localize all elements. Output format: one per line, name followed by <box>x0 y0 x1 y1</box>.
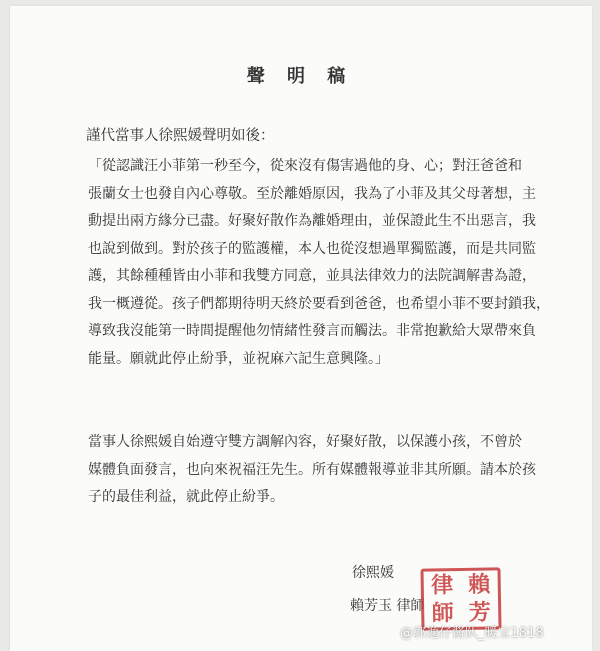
statement-paragraph <box>88 153 578 373</box>
paragraph-line: 導致我沒能第一時間提醒他勿情緒性發言而觸法。非常抱歉給大眾帶來負 <box>88 323 536 339</box>
seal-char: 律 <box>431 572 454 599</box>
closing-paragraph <box>88 429 578 512</box>
seal-char: 芳 <box>468 599 491 626</box>
paragraph-line: 我一概遵從。孩子們都期待明天終於要看到爸爸，也希望小菲不要封鎖我， <box>88 295 550 312</box>
paragraph-line: 也說到做到。對於孩子的監護權，本人也從沒想過單獨監護，而是共同監 <box>88 240 536 257</box>
seal-char: 師 <box>431 600 454 627</box>
paragraph-line: 張蘭女士也發自內心尊敬。至於離婚原因，我為了小菲及其父母著想，主 <box>88 185 536 202</box>
document-title: 聲 明 稿 <box>246 66 354 87</box>
paragraph-line: 子的最佳利益，就此停止紛爭。 <box>88 489 284 505</box>
paragraph-line: 當事人徐熙媛自始遵守雙方調解內容，好聚好散，以保護小孩，不曾於 <box>88 434 522 450</box>
paragraph-line: 媒體負面發言，也向來祝福汪先生。所有媒體報導並非其所願。請本於孩 <box>88 461 536 478</box>
watermark-text: @郭逸仔酱队_暖宝1818 <box>400 626 544 641</box>
signature-lawyer: 賴芳玉 律師 <box>350 598 425 614</box>
paragraph-line: 「從認識汪小菲第一秒至今，從來沒有傷害過他的身、心；對汪爸爸和 <box>88 158 522 174</box>
paragraph-line: 動提出兩方緣分已盡。好聚好散作為離婚理由，並保證此生不出惡言，我 <box>88 213 536 229</box>
seal-char: 賴 <box>468 571 491 598</box>
signature-client-name: 徐熙媛 <box>352 565 394 581</box>
paragraph-line: 能量。願就此停止紛爭，並祝麻六記生意興隆。」 <box>88 350 389 367</box>
paragraph-line: 護，其餘種種皆由小菲和我雙方同意，並具法律效力的法院調解書為證， <box>88 268 536 284</box>
intro-line: 謹代當事人徐熙媛聲明如後： <box>86 128 275 144</box>
